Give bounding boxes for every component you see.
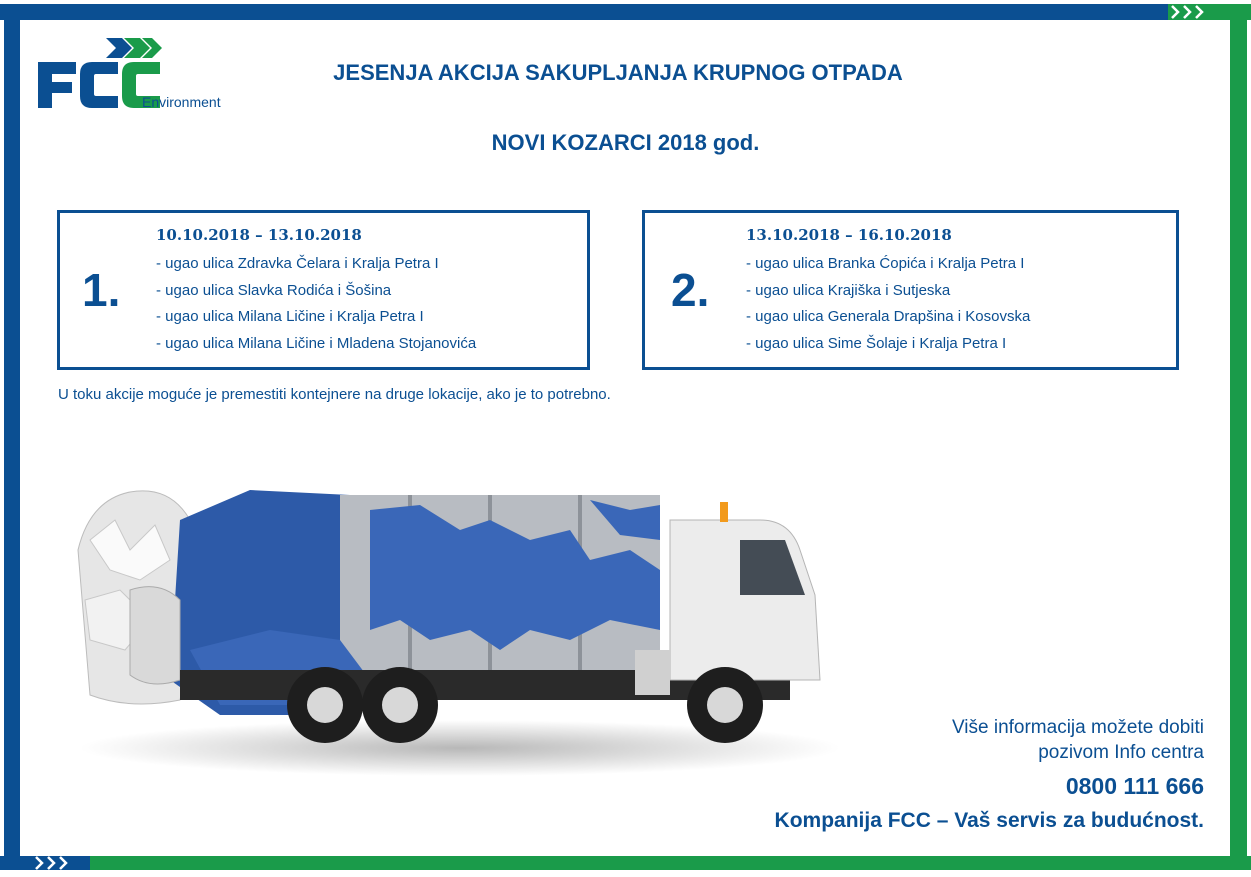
relocation-note: U toku akcije moguće je premestiti kontejnere na druge lokacije, ako je to potrebno.: [58, 386, 611, 403]
frame-bottom-border: [0, 856, 1251, 870]
top-right-chevrons-icon: [1168, 4, 1228, 20]
frame-top-border: [0, 4, 1170, 20]
schedule-box-1: [57, 210, 590, 370]
info-phone-number: 0800 111 666: [1065, 773, 1204, 799]
page-title: JESENJA AKCIJA SAKUPLJANJA KRUPNOG OTPADA: [333, 60, 903, 85]
list-item: - ugao ulica Branka Ćopića i Kralja Petra I: [746, 255, 1025, 272]
bottom-left-chevrons-icon: [34, 856, 84, 870]
schedule-box-2: [642, 210, 1179, 370]
box-number: 2.: [671, 264, 710, 316]
info-line-2: pozivom Info centra: [1038, 742, 1204, 763]
list-item: - ugao ulica Slavka Rodića i Šošina: [156, 281, 392, 299]
location-list: [156, 251, 476, 357]
list-item: - ugao ulica Generala Drapšina i Kosovska: [746, 308, 1031, 325]
logo-subtitle: Environment: [142, 94, 221, 110]
info-block: [775, 715, 1204, 836]
list-item: - ugao ulica Sime Šolaje i Kralja Petra I: [746, 334, 1007, 352]
list-item: - ugao ulica Zdravka Čelara i Kralja Petra I: [156, 255, 439, 272]
company-slogan: Kompanija FCC – Vaš servis za budućnost.: [774, 809, 1204, 832]
box-dates: 10.10.2018 – 13.10.2018: [156, 226, 362, 244]
location-list: [746, 251, 1030, 357]
page-subtitle: NOVI KOZARCI 2018 god.: [491, 130, 760, 155]
box-number: 1.: [82, 264, 121, 316]
garbage-truck-image: [70, 480, 840, 780]
list-item: - ugao ulica Krajiška i Sutjeska: [746, 281, 951, 299]
list-item: - ugao ulica Milana Ličine i Kralja Petra I: [156, 308, 424, 325]
list-item: - ugao ulica Milana Ličine i Mladena Stojanovića: [156, 334, 477, 352]
box-dates: 13.10.2018 – 16.10.2018: [746, 226, 952, 244]
info-line-1: Više informacija možete dobiti: [951, 717, 1204, 738]
